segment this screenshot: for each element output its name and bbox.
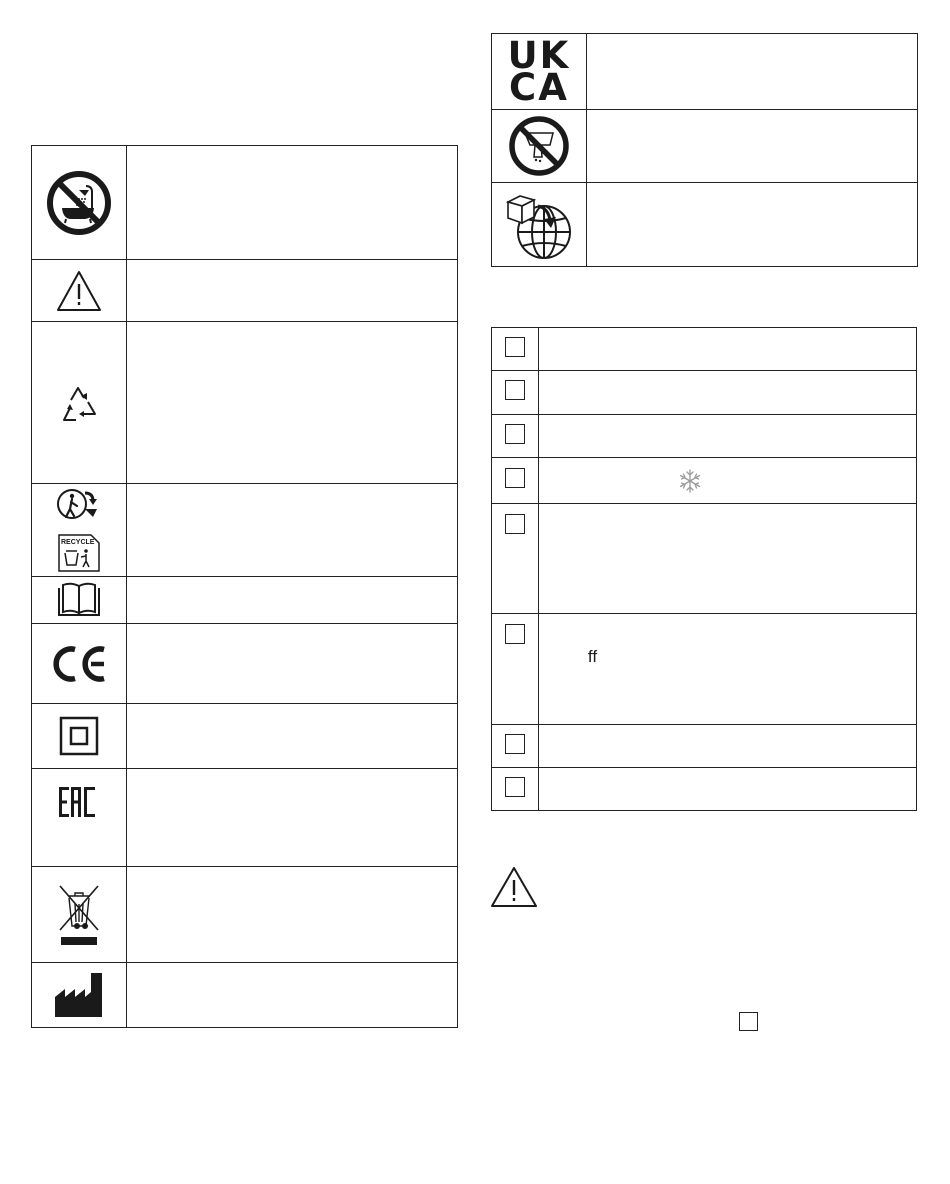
box-globe-icon: [504, 190, 574, 260]
symbol-icon-cell: [32, 769, 127, 867]
symbol-description: [586, 110, 917, 183]
symbol-row: [492, 183, 918, 267]
symbol-description: [126, 624, 457, 704]
symbol-row: [492, 34, 918, 110]
symbol-icon-cell: [32, 484, 127, 577]
checklist-text: [538, 328, 916, 371]
checklist-row: [492, 614, 917, 725]
checkbox-cell: [492, 371, 539, 415]
checkbox-cell: [492, 328, 539, 371]
symbol-icon-cell: [32, 704, 127, 769]
symbol-row: [32, 322, 458, 484]
symbol-icon-cell: [32, 577, 127, 624]
checklist-text: [538, 768, 916, 811]
checkbox[interactable]: [505, 337, 525, 357]
checklist-row: [492, 458, 917, 504]
ukca-mark-icon: [507, 34, 571, 109]
warning-triangle-icon: [489, 865, 539, 909]
symbol-row: [32, 260, 458, 322]
symbol-description: [126, 146, 457, 260]
checkbox[interactable]: [505, 624, 525, 644]
ce-mark-icon: [50, 645, 108, 683]
symbol-icon-cell: [32, 322, 127, 484]
symbol-description: [126, 322, 457, 484]
checklist-row: [492, 371, 917, 415]
crossed-bin-weee-icon: [55, 882, 103, 948]
checklist-row: [492, 725, 917, 768]
symbol-row: [32, 769, 458, 867]
ukca-line-uk: UK: [507, 34, 571, 77]
checklist-row: [492, 768, 917, 811]
checklist-text-cell: [538, 614, 916, 725]
symbol-row: [32, 146, 458, 260]
class-ii-double-square-icon: [58, 715, 100, 757]
symbol-icon-cell: [32, 146, 127, 260]
checkbox-cell: [492, 768, 539, 811]
right-symbol-table: [491, 33, 918, 267]
triman-recycle-label: RECYCLE: [60, 539, 95, 546]
symbol-description: [126, 577, 457, 624]
symbol-description: [126, 704, 457, 769]
symbol-icon-cell: [32, 624, 127, 704]
symbol-icon-cell: [492, 110, 587, 183]
symbol-description: [126, 867, 457, 963]
symbol-description: [126, 963, 457, 1028]
checkbox-cell: [492, 458, 539, 504]
checklist-row: [492, 504, 917, 614]
symbol-description: [126, 260, 457, 322]
symbol-row: [32, 624, 458, 704]
checklist-text-cell: [538, 458, 916, 504]
checkbox[interactable]: [505, 424, 525, 444]
eac-mark-icon: [57, 785, 101, 819]
recycle-arrows-icon: [57, 382, 101, 424]
checkbox[interactable]: [505, 734, 525, 754]
symbol-icon-cell: [32, 963, 127, 1028]
symbol-icon-cell: [32, 867, 127, 963]
warning-triangle-icon: [55, 269, 103, 313]
checklist-row: [492, 328, 917, 371]
checkbox-cell: [492, 415, 539, 458]
checklist-row: [492, 415, 917, 458]
symbol-row: [32, 867, 458, 963]
symbol-row: [32, 963, 458, 1028]
snowflake-icon: [677, 468, 703, 494]
checkbox[interactable]: [505, 514, 525, 534]
symbol-description: [126, 484, 457, 577]
left-symbol-table: [31, 145, 458, 1028]
inline-checkbox[interactable]: [739, 1012, 758, 1031]
symbol-description: [126, 769, 457, 867]
checklist-text: [538, 504, 916, 614]
checkbox[interactable]: [505, 777, 525, 797]
checkbox-cell: [492, 614, 539, 725]
symbol-description: [586, 183, 917, 267]
symbol-row: [492, 110, 918, 183]
no-bath-shower-icon: [46, 170, 112, 236]
checklist-table: [491, 327, 917, 811]
triman-recycle-icon: [55, 487, 103, 573]
manufacturer-factory-icon: [53, 971, 105, 1019]
symbol-icon-cell: [492, 183, 587, 267]
checkbox-cell: [492, 504, 539, 614]
ukca-line-ca: CA: [509, 66, 569, 109]
checklist-text: [538, 415, 916, 458]
checkbox[interactable]: [505, 380, 525, 400]
symbol-icon-cell: [32, 260, 127, 322]
symbol-row: [32, 484, 458, 577]
symbol-row: [32, 704, 458, 769]
symbol-icon-cell: [492, 34, 587, 110]
checklist-text: [538, 725, 916, 768]
symbol-description: [586, 34, 917, 110]
checklist-text: ff: [587, 647, 598, 666]
symbol-row: [32, 577, 458, 624]
no-hair-dryer-icon: [508, 115, 570, 177]
checklist-text: [538, 371, 916, 415]
checkbox[interactable]: [505, 468, 525, 488]
read-manual-icon: [54, 580, 104, 620]
checkbox-cell: [492, 725, 539, 768]
